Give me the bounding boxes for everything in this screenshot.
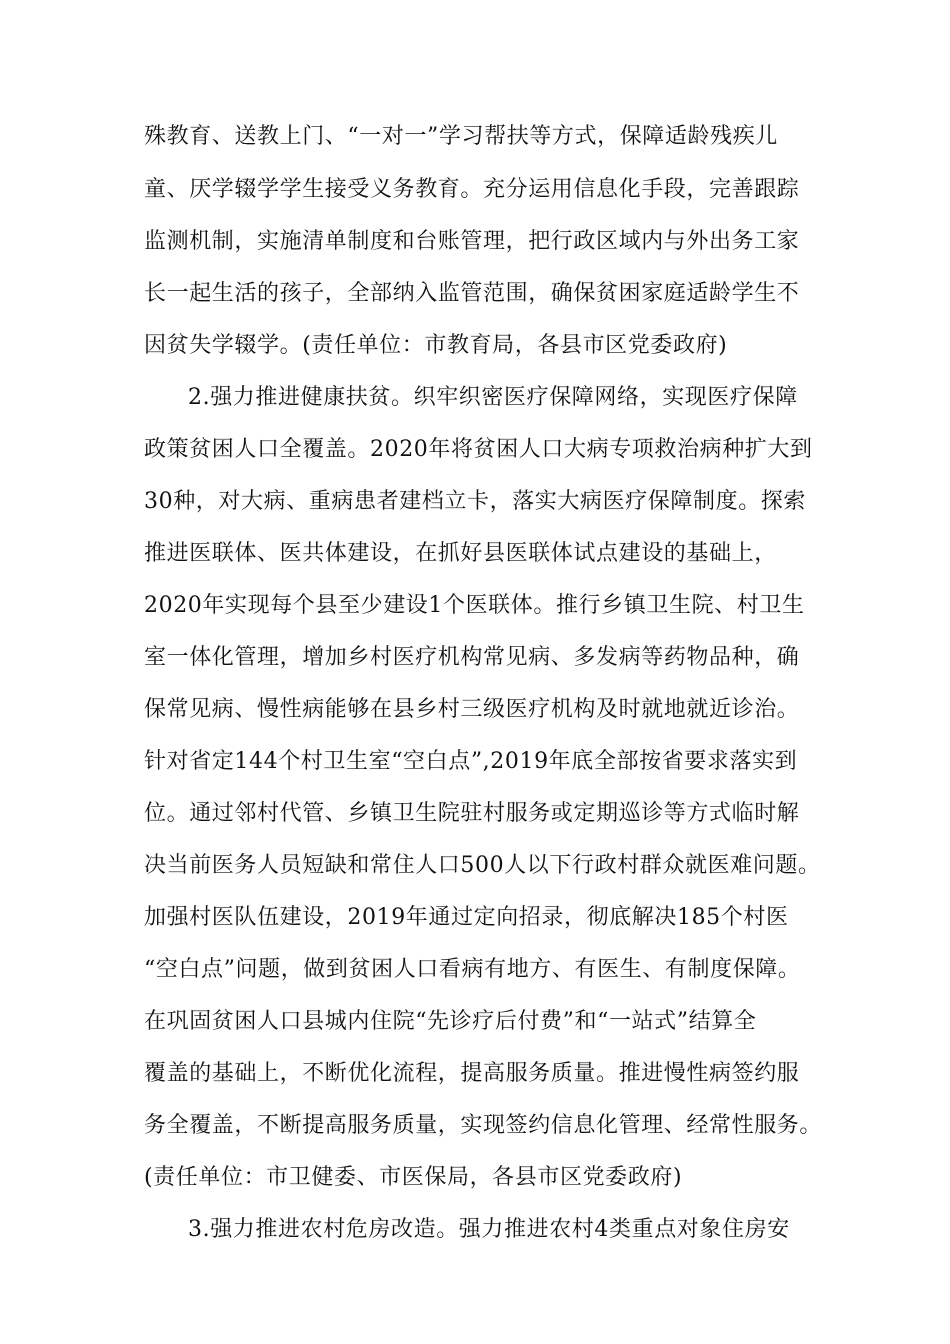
text-line: 推进医联体、医共体建设，在抓好县医联体试点建设的基础上， xyxy=(144,541,777,566)
text-line: 务全覆盖，不断提高服务质量，实现签约信息化管理、经常性服务。 xyxy=(144,1113,823,1138)
text-line: 童、厌学辍学学生接受义务教育。充分运用信息化手段，完善跟踪 xyxy=(144,177,800,202)
text-line: 室一体化管理，增加乡村医疗机构常见病、多发病等药物品种，确 xyxy=(144,645,800,670)
text-line: 政策贫困人口全覆盖。2020年将贫困人口大病专项救治病种扩大到 xyxy=(144,437,813,462)
text-line: 加强村医队伍建设，2019年通过定向招录，彻底解决185个村医 xyxy=(144,905,789,930)
text-line: 保常见病、慢性病能够在县乡村三级医疗机构及时就地就近诊治。 xyxy=(144,697,800,722)
text-line: 覆盖的基础上，不断优化流程，提高服务质量。推进慢性病签约服 xyxy=(144,1061,800,1086)
text-line: 2020年实现每个县至少建设1个医联体。推行乡镇卫生院、村卫生 xyxy=(144,593,805,618)
text-line: 在巩固贫困人口县城内住院“先诊疗后付费”和“一站式”结算全 xyxy=(144,1009,757,1034)
text-line: 长一起生活的孩子，全部纳入监管范围，确保贫困家庭适龄学生不 xyxy=(144,281,800,306)
text-line: (责任单位：市卫健委、市医保局，各县市区党委政府) xyxy=(144,1165,683,1190)
text-line: 30种，对大病、重病患者建档立卡，落实大病医疗保障制度。探索 xyxy=(144,489,806,514)
text-line: 殊教育、送教上门、“一对一”学习帮扶等方式，保障适龄残疾儿 xyxy=(144,124,778,149)
text-line: 监测机制，实施清单制度和台账管理，把行政区域内与外出务工家 xyxy=(144,229,800,254)
text-line: 决当前医务人员短缺和常住人口500人以下行政村群众就医难问题。 xyxy=(144,853,821,878)
section-heading-line: 2.强力推进健康扶贫。织牢织密医疗保障网络，实现医疗保障 xyxy=(188,385,798,410)
text-line: 因贫失学辍学。(责任单位：市教育局，各县市区党委政府) xyxy=(144,333,728,358)
text-line: 针对省定144个村卫生室“空白点”,2019年底全部按省要求落实到 xyxy=(144,749,798,774)
text-line: “空白点”问题，做到贫困人口看病有地方、有医生、有制度保障。 xyxy=(144,957,801,982)
section-heading-line: 3.强力推进农村危房改造。强力推进农村4类重点对象住房安 xyxy=(188,1217,790,1242)
text-line: 位。通过邻村代管、乡镇卫生院驻村服务或定期巡诊等方式临时解 xyxy=(144,801,800,826)
